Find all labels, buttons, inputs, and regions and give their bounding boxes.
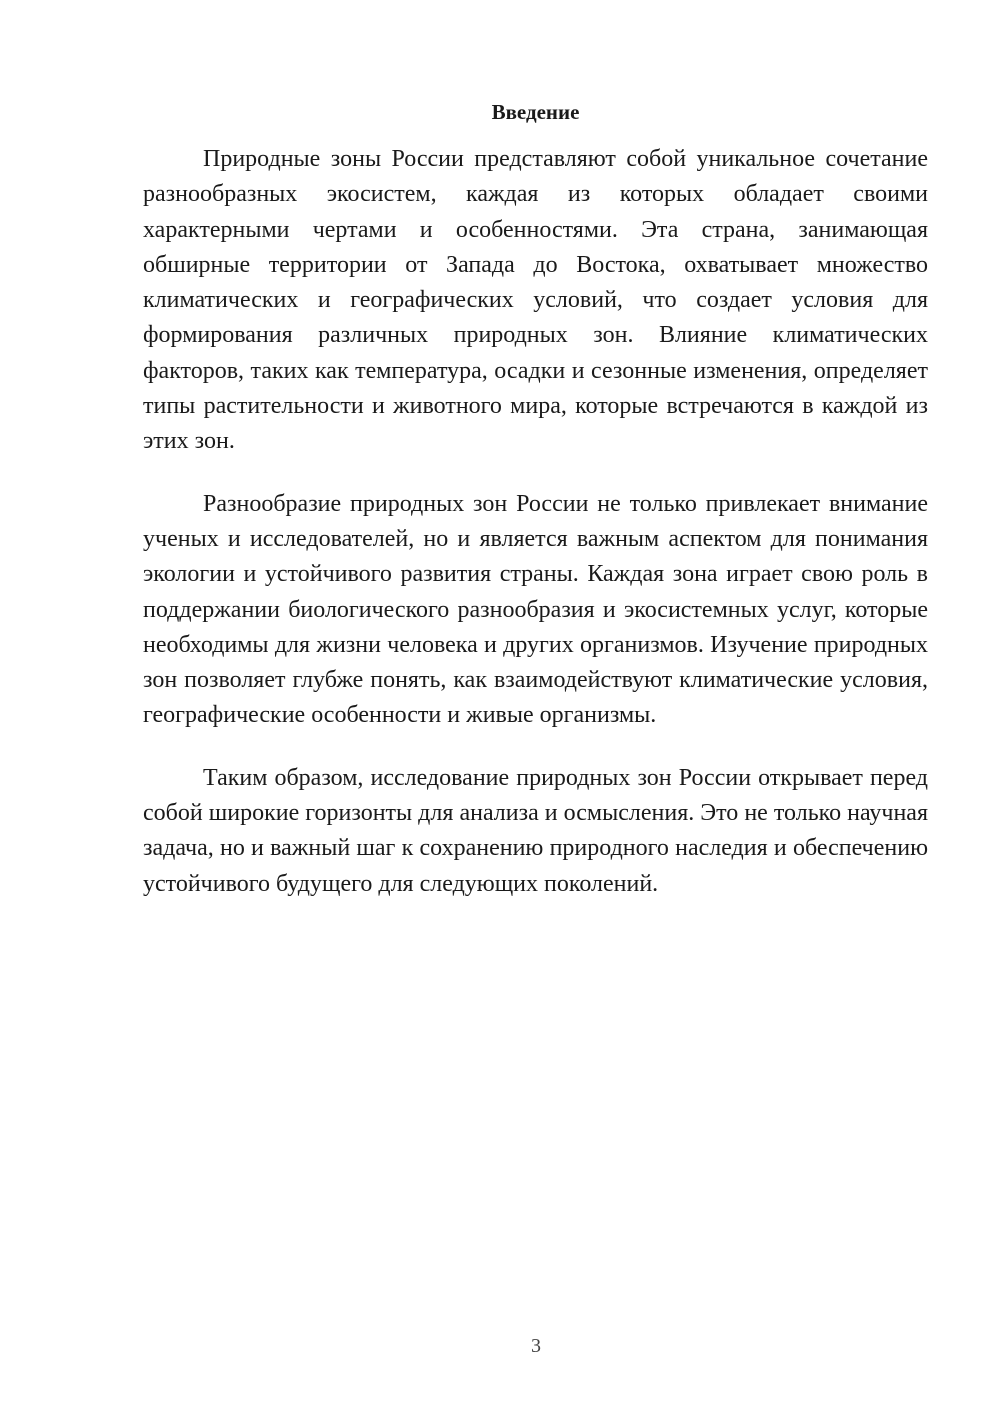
section-heading: Введение — [491, 100, 580, 124]
paragraph-3: Таким образом, исследование природных зон России открывает перед собой широкие горизонты для анализа и осмысления. Это не только научная задача, но и важный шаг к сохранению природного наследия и обеспечению устойчивого будущего для следующих поколений. — [143, 764, 928, 897]
page-number: 3 — [531, 1335, 541, 1357]
paragraph-1: Природные зоны России представляют собой уникальное сочетание разнообразных экосистем, каждая из которых обладает своими характерными чертами и особенностями. Эта страна, занимающая обширные территории от Запада до Востока, охватывает множество климатических и географических условий, что создает условия для формирования различных природных зон. Влияние климатических факторов, таких как температура, осадки и сезонные изменения, определяет типы растительности и животного мира, которые встречаются в каждой из этих зон. — [143, 146, 928, 455]
body-text — [143, 142, 928, 929]
paragraph-2: Разнообразие природных зон России не только привлекает внимание ученых и исследователей, но и является важным аспектом для понимания экологии и устойчивого развития страны. Каждая зона играет свою роль в поддержании биологического разнообразия и экосистемных услуг, которые необходимы для жизни человека и других организмов. Изучение природных зон позволяет глубже понять, как взаимодействуют климатические условия, географические особенности и живые организмы. — [143, 490, 928, 729]
